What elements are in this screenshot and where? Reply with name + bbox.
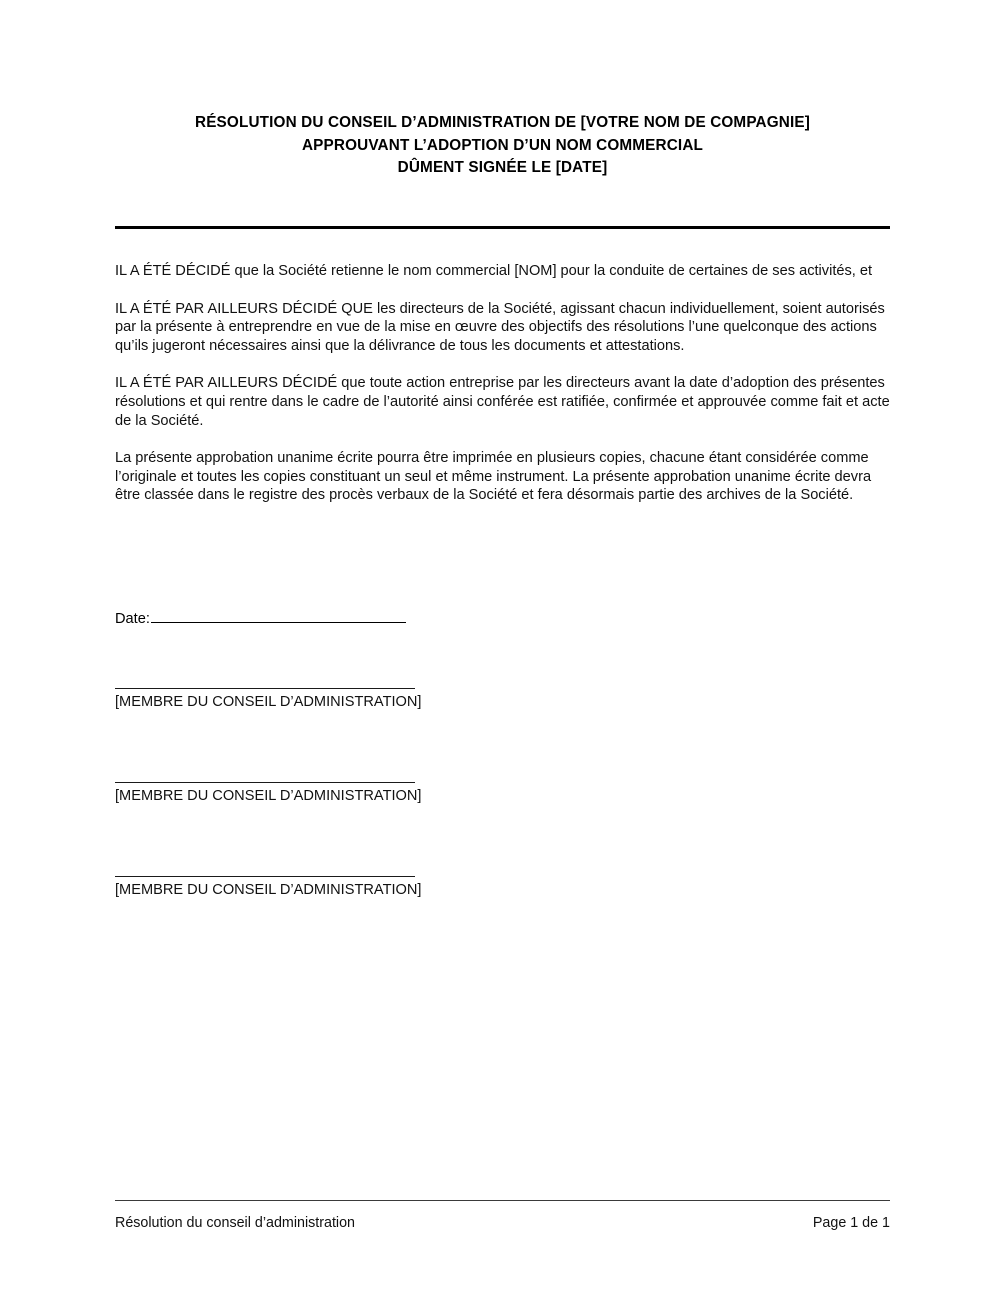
body-paragraph-1: IL A ÉTÉ DÉCIDÉ que la Société retienne le nom commercial [NOM] pour la conduite de certaines de ses activités, et bbox=[115, 263, 873, 279]
signature-block-3 bbox=[115, 876, 445, 900]
signature-block-1 bbox=[115, 688, 445, 712]
header-divider bbox=[115, 226, 890, 229]
signature-block-2 bbox=[115, 782, 445, 806]
date-row bbox=[115, 608, 406, 629]
signature-line[interactable] bbox=[115, 688, 415, 689]
signature-label: [MEMBRE DU CONSEIL D’ADMINISTRATION] bbox=[115, 882, 422, 898]
title-line-2: APPROUVANT L’ADOPTION D’UN NOM COMMERCIAL bbox=[301, 136, 704, 154]
signature-line[interactable] bbox=[115, 782, 415, 783]
footer-page-number: Page 1 de 1 bbox=[812, 1215, 890, 1231]
footer-document-name: Résolution du conseil d’administration bbox=[115, 1215, 356, 1231]
page-footer bbox=[115, 1213, 890, 1233]
title-line-3: DÛMENT SIGNÉE LE [DATE] bbox=[397, 159, 608, 177]
title-line-1: RÉSOLUTION DU CONSEIL D’ADMINISTRATION DE [VOTRE NOM DE COMPAGNIE] bbox=[195, 114, 810, 131]
footer-divider bbox=[115, 1200, 890, 1201]
signature-label: [MEMBRE DU CONSEIL D’ADMINISTRATION] bbox=[115, 694, 422, 710]
page-title bbox=[115, 112, 890, 180]
date-label: Date: bbox=[115, 611, 150, 627]
signature-label: [MEMBRE DU CONSEIL D’ADMINISTRATION] bbox=[115, 788, 422, 804]
body-paragraph-4: La présente approbation unanime écrite pourra être imprimée en plusieurs copies, chacune étant considérée comme l’originale et toutes les copies constituant un seul et même instrument. La présente approbation unanime écrite devra être classée dans le registre des procès verbaux de la Société et fera désormais partie des archives de la Société. bbox=[115, 450, 872, 504]
body-paragraph-3: IL A ÉTÉ PAR AILLEURS DÉCIDÉ que toute action entreprise par les directeurs avant la date d’adoption des présentes résolutions et qui rentre dans le cadre de l’autorité ainsi conférée est ratifiée, confirmée et approuvée comme fait et acte de la Société. bbox=[115, 375, 890, 429]
date-input[interactable] bbox=[151, 608, 406, 623]
signature-line[interactable] bbox=[115, 876, 415, 877]
body-paragraph-2: IL A ÉTÉ PAR AILLEURS DÉCIDÉ QUE les directeurs de la Société, agissant chacun individuellement, soient autorisés par la présente à entreprendre en vue de la mise en œuvre des objectifs des résolutions l’une quelconque des actions qu’ils jugeront nécessaires ainsi que la délivrance de tous les documents et attestations. bbox=[115, 300, 885, 354]
document-body bbox=[115, 262, 892, 505]
